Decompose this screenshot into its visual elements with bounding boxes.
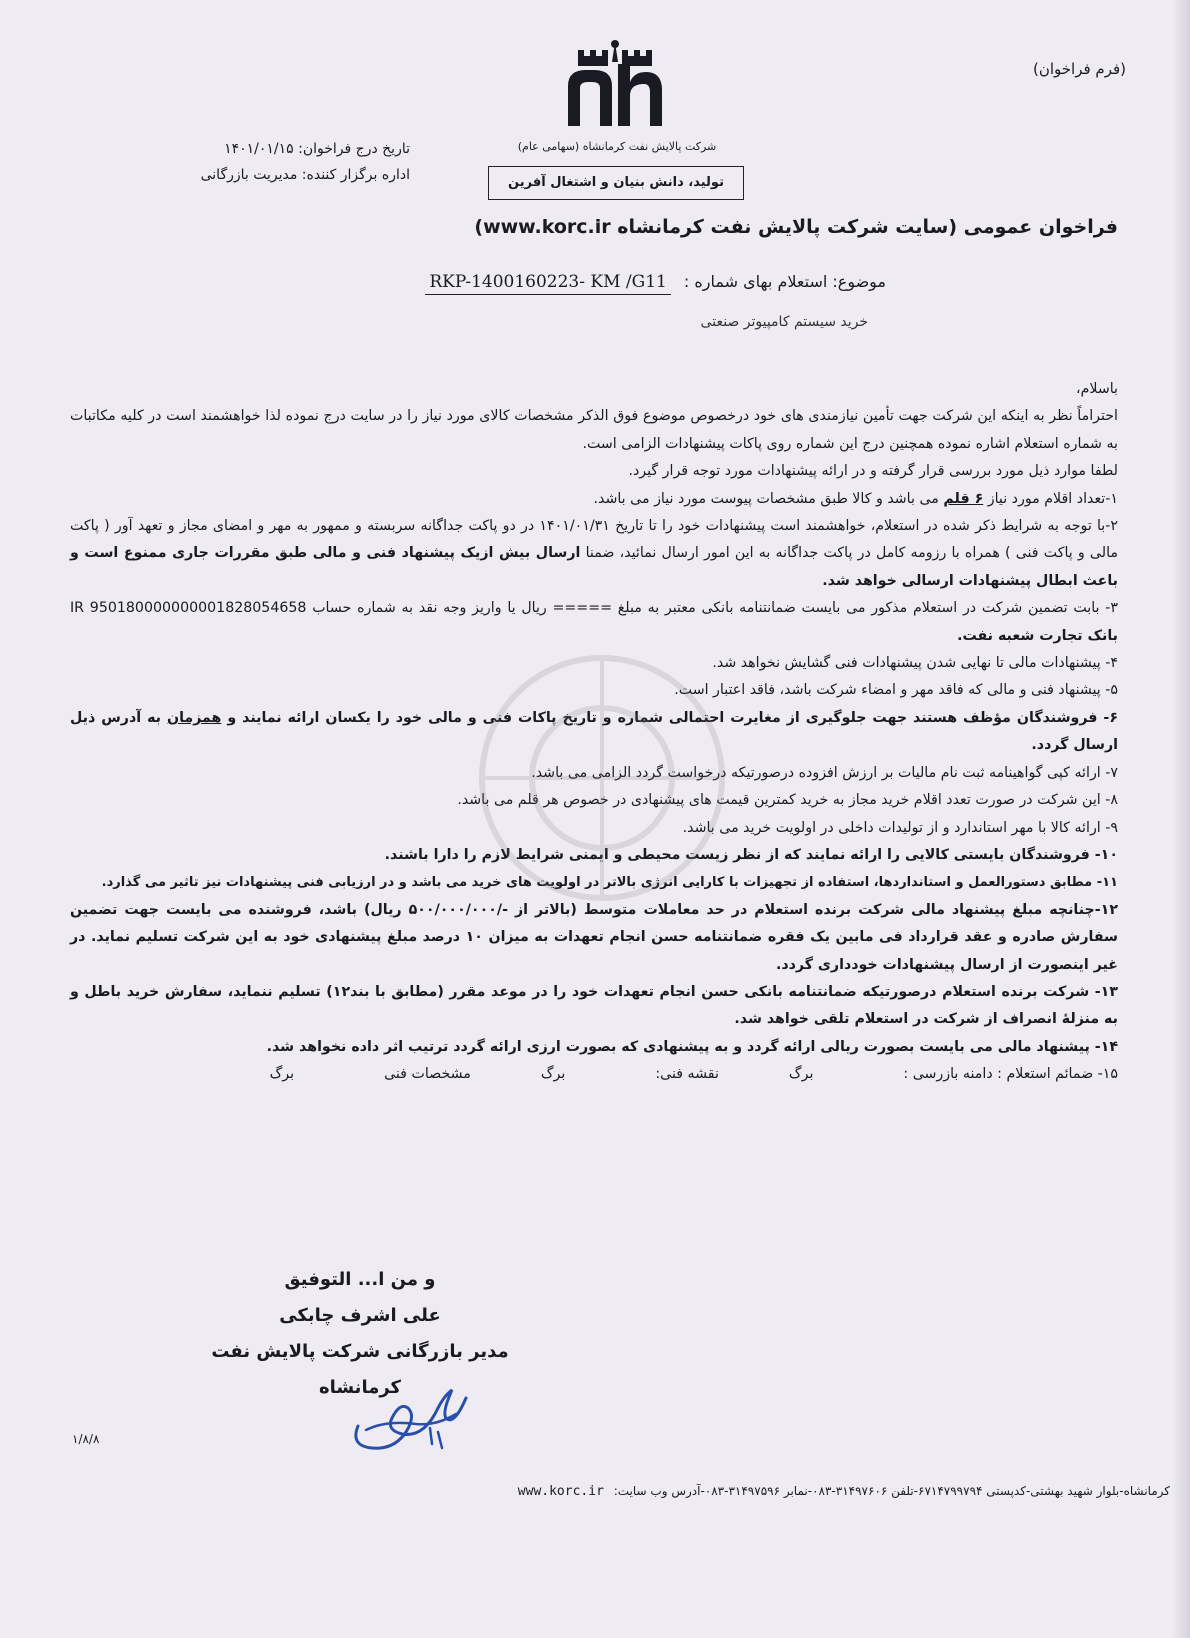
signatory-title: مدیر بازرگانی شرکت پالایش نفت کرمانشاه (211, 1341, 509, 1398)
posting-date: تاریخ درج فراخوان: ۱۴۰۱/۰۱/۱۵ (224, 141, 410, 157)
headline: فراخوان عمومی (سایت شرکت پالایش نفت کرمانشاه www.korc.ir) (474, 216, 1118, 238)
clause-8: ۸- این شرکت در صورت تعدد اقلام خرید مجاز به خرید کمترین قیمت های پیشنهادی در خصوص هر قلم می باشد. (457, 792, 1118, 809)
company-name: شرکت پالایش نفت کرمانشاه (سهامی عام) (517, 140, 717, 153)
subject-row (425, 272, 886, 295)
clause-9: ۹- ارائه کالا با مهر استاندارد و از تولیدات داخلی در اولویت خرید می باشد. (682, 819, 1118, 836)
quantity: ۶ قلم (943, 490, 984, 507)
address-text: کرمانشاه-بلوار شهید بهشتی-کدپستی ۶۷۱۴۷۹۹۷۹۴-تلفن ۳۱۴۹۷۶۰۶-۰۸۳-نمابر ۳۱۴۹۷۵۹۶-۰۸۳-آدرس وب سایت: (613, 1484, 1170, 1498)
clause-4: ۴- پیشنهادات مالی تا نهایی شدن پیشنهادات فنی گشایش نخواهد شد. (712, 655, 1118, 672)
clause-11: ۱۱- مطابق دستورالعمل و استانداردها، استفاده از تجهیزات با کارایی انرژی بالاتر در اولویت های خرید می باشد و در ارزیابی فنی پیشنهادات نیز تاثیر می گذارد. (101, 875, 1118, 891)
clause-6: ۶- فروشندگان مؤظف هستند جهت جلوگیری از مغایرت احتمالی شماره و تاریخ پاکات فنی و مالی خود را یکسان ارائه نمایند و همزمان به آدرس ذیل ارسال گردد. (70, 709, 1118, 754)
company-logo (560, 36, 670, 132)
clause-2: ۲-با توجه به شرایط ذکر شده در استعلام، خواهشمند است پیشنهادات خود را تا تاریخ ۱۴۰۱/۰۱/۳۱ در دو پاکت جداگانه سربسته و ممهور به مهر و امضای مجاز و تعهد آور ( پاکت مالی و پاکت فنی ) همراه با رزومه کامل در پاکت جداگانه به این امور ارسال نمائید، ضمنا ارسال بیش ازیک پیشنهاد فنی و مالی طبق مقررات جاری ممنوع است و باعث ابطال پیشنهادات ارسالی خواهد شد. (70, 518, 1118, 589)
organizer: اداره برگزار کننده: مدیریت بازرگانی (200, 167, 410, 183)
inquiry-number: RKP-1400160223- KM /G11 (425, 272, 671, 295)
clause-13: ۱۳- شرکت برنده استعلام درصورتیکه ضمانتنامه بانکی حسن انجام تعهدات خود را در موعد مقرر (مطابق با بند۱۲) تسلیم ننماید، سفارش خرید باطل و به منزلۀ انصراف از شرکت در استعلام تلقی خواهد شد. (70, 983, 1118, 1028)
clause-14: ۱۴- پیشنهاد مالی می بایست بصورت ریالی ارائه گردد و به پیشنهادی که بصورت ارزی ارائه گردد ترتیب اثر داده نخواهد شد. (266, 1038, 1118, 1055)
website-link[interactable]: www.korc.ir (517, 1484, 604, 1499)
signatory-name: علی اشرف چابکی (279, 1305, 441, 1326)
clause-10: ۱۰- فروشندگان بایستی کالایی را ارائه نمایند که از نظر زیست محیطی و ایمنی شرایط لازم را دارا باشند. (384, 846, 1118, 863)
intro-paragraph: احتراماً نظر به اینکه این شرکت جهت تأمین نیازمندی های خود درخصوص موضوع فوق الذکر مشخصات کالای مورد نیاز را در سایت درج نموده لذا خواهشمند است در کلیه مکاتبات به شماره استعلام اشاره نموده همچنین درج این شماره روی پاکات پیشنهادات الزامی است. (70, 408, 1118, 452)
clause-12: ۱۲-چنانچه مبلغ پیشنهاد مالی شرکت برنده استعلام در حد معاملات متوسط (بالاتر از -/۵۰۰/۰۰۰/۰۰۰ ریال) باشد، فروشنده می بایست جهت تضمین سفارش صادره و عقد قرارداد فی مابین یک فقره ضمانتنامه حسن انجام تعهدات به میزان ۱۰ درصد مبلغ پیشنهادی خود به این شرکت تسلیم نماید. در غیر اینصورت از ارسال پیشنهادات خودداری گردد. (70, 901, 1118, 973)
subject-label: موضوع: استعلام بهای شماره : (683, 272, 886, 291)
slogan-box: تولید، دانش بنیان و اشتغال آفرین (488, 166, 744, 200)
clause-5: ۵- پیشنهاد فنی و مالی که فاقد مهر و امضاء شرکت باشد، فاقد اعتبار است. (674, 682, 1118, 699)
closing-phrase: و من ا... التوفیق (284, 1269, 436, 1290)
clause-7: ۷- ارائه کپی گواهینامه ثبت نام مالیات بر ارزش افزوده درصورتیکه درخواست گردد الزامی می باشد. (531, 764, 1118, 781)
clause-1: ۱-تعداد اقلام مورد نیاز ۶ قلم می باشد و کالا طبق مشخصات پیوست مورد نیاز می باشد. (593, 490, 1118, 507)
clause-3: ۳- بابت تضمین شرکت در استعلام مذکور می بایست ضمانتنامه بانکی معتبر به مبلغ ===== ریال یا واریز وجه نقد به شماره حساب IR 950180000000001828054658 بانک تجارت شعبه نفت. (70, 600, 1118, 644)
scan-edge (1172, 0, 1190, 1638)
clause-15: ۱۵- ضمائم استعلام : دامنه بازرسی : برگ نقشه فنی: برگ مشخصات فنی برگ (269, 1066, 1118, 1083)
item-title: خرید سیستم کامپیوتر صنعتی (700, 314, 868, 330)
account-number: IR 950180000000001828054658 (70, 600, 307, 617)
intro-instruction: لطفا موارد ذیل مورد بررسی قرار گرفته و در ارائه پیشنهادات مورد توجه قرار گیرد. (628, 463, 1118, 480)
form-label: (فرم فراخوان) (1032, 60, 1126, 78)
footer-address (240, 1484, 1170, 1499)
greeting: باسلام، (1076, 381, 1118, 397)
meta-info (160, 136, 410, 188)
handwritten-signature (346, 1368, 476, 1458)
letter-body (70, 376, 1118, 1089)
document-number: ۱/۸/۸ (72, 1432, 100, 1446)
